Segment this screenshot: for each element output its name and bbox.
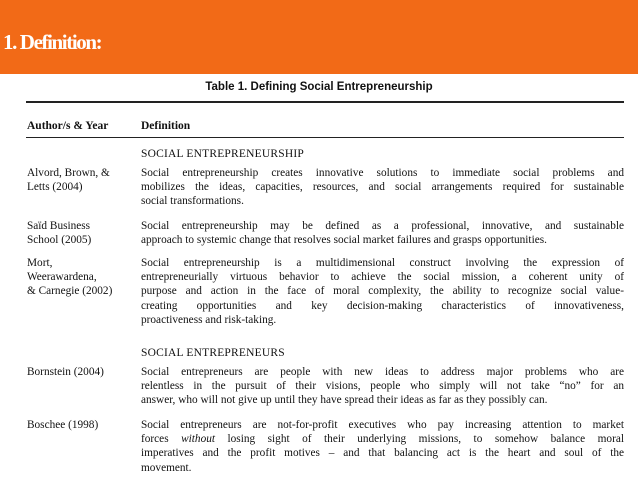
table-row-definition (141, 418, 624, 475)
definition-line: entrepreneurially virtuous behavior to achieve the social mission, a coherent unity of (141, 271, 624, 284)
author-line: & Carnegie (2002) (27, 285, 113, 298)
author-line: Saïd Business (27, 220, 91, 232)
definition-text: losing sight of their underlying missions, to somehow balance moral (215, 433, 624, 446)
definition-line: Social entrepreneurship is a multidimensional construct involving the expression of (141, 257, 624, 269)
slide-title: 1. Definition: (3, 30, 102, 54)
table-top-rule (26, 101, 624, 103)
definition-line: movement. (141, 461, 192, 474)
table-row-author (27, 365, 135, 379)
table-header-rule (26, 137, 624, 138)
table-caption: Table 1. Defining Social Entrepreneurship (205, 81, 433, 93)
table-row-definition (141, 166, 624, 209)
definition-line: purpose and action in the face of moral complexity, the ability to recognize social value- (141, 285, 624, 298)
definition-line: Social entrepreneurship creates innovative solutions to immediate social problems and (141, 167, 624, 179)
table-row-definition (141, 256, 624, 327)
emphasized-word: without (181, 433, 216, 446)
definition-line (141, 432, 624, 446)
table-row-author (27, 166, 135, 194)
author-line: Bornstein (2004) (27, 366, 104, 378)
section-heading-social-entrepreneurs: SOCIAL ENTREPRENEURS (141, 347, 285, 359)
definition-line: proactiveness and risk-taking. (141, 313, 277, 326)
definition-line: creating opportunities and key decision-making characteristics of innovativeness, (141, 299, 624, 312)
definition-line: answer, who will not give up until they have spread their ideas as far as they possibly can. (141, 394, 548, 407)
definition-line: mobilizes the ideas, capacities, resources, and social arrangements required for sustainable (141, 181, 624, 194)
column-header-definition: Definition (141, 120, 191, 132)
column-header-author: Author/s & Year (27, 120, 109, 132)
definition-line: social transformations. (141, 195, 244, 208)
author-line: Weerawardena, (27, 271, 97, 284)
definition-line: relentless in the pursuit of their visions, people who simply will not take “no” for an (141, 380, 624, 393)
table-row-author (27, 256, 135, 299)
slide-header-bar (0, 0, 638, 74)
table-row-author (27, 418, 135, 432)
author-line: Alvord, Brown, & (27, 167, 110, 179)
definition-line: imperatives and the profit motives – and that balancing act is the heart and soul of the (141, 447, 624, 460)
table-row-definition (141, 365, 624, 408)
table-row-author (27, 219, 135, 247)
definition-line: Social entrepreneurs are not-for-profit executives who pay increasing attention to market (141, 419, 624, 431)
definition-line: approach to systemic change that resolves social market failures and grasps opportunities. (141, 234, 547, 247)
definition-line: Social entrepreneurs are people with new ideas to address major problems who are (141, 366, 624, 378)
table-row-definition (141, 219, 624, 247)
section-heading-social-entrepreneurship: SOCIAL ENTREPRENEURSHIP (141, 148, 304, 160)
author-line: Boschee (1998) (27, 419, 99, 431)
author-line: Letts (2004) (27, 181, 83, 194)
definition-text: forces (141, 433, 182, 446)
author-line: Mort, (27, 257, 53, 269)
definition-line: Social entrepreneurship may be defined as a professional, innovative, and sustainable (141, 220, 624, 232)
author-line: School (2005) (27, 234, 92, 247)
